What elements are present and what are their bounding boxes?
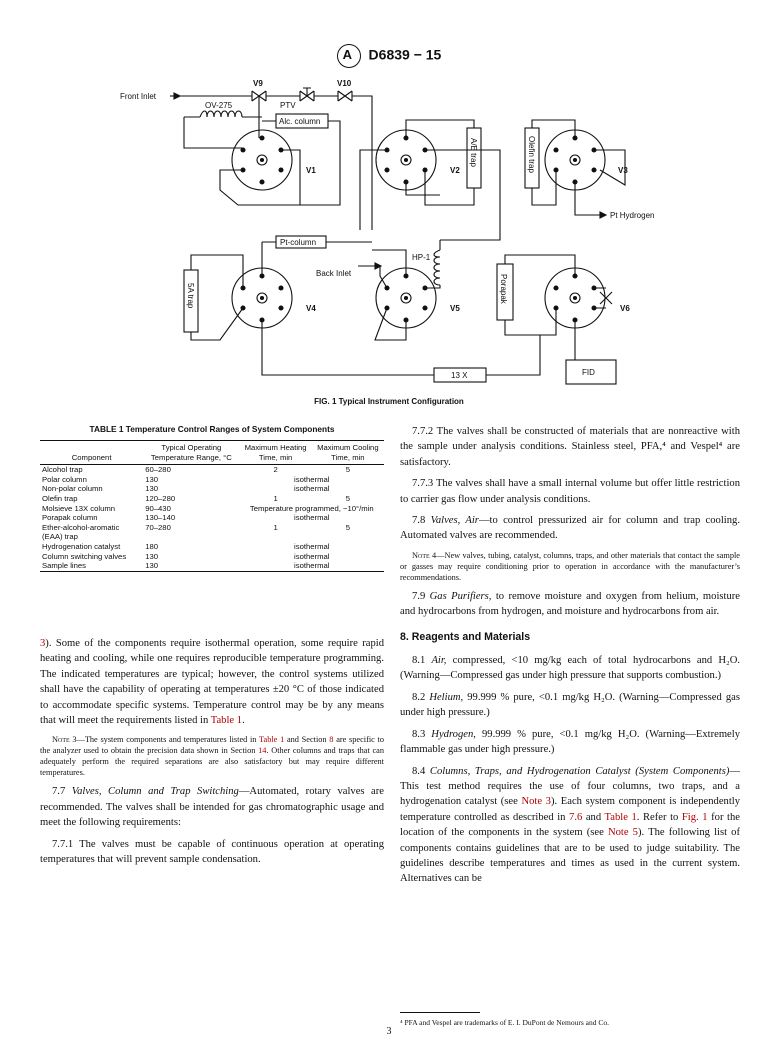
table-cell: 130 bbox=[145, 561, 159, 571]
valve-v4 bbox=[232, 268, 292, 328]
paragraph-text: ). Each system component is independently temperature controlled as described in bbox=[400, 796, 740, 823]
label-v6: V6 bbox=[620, 304, 630, 313]
table-body bbox=[40, 465, 384, 572]
instrument-configuration-figure bbox=[0, 0, 778, 400]
section-title: Helium, bbox=[429, 691, 464, 703]
table-cell: isothermal bbox=[294, 551, 330, 561]
label-pt-hydrogen: Pt Hydrogen bbox=[610, 211, 655, 220]
table-row bbox=[40, 552, 384, 562]
table-header: Maximum Cooling Time, min bbox=[317, 443, 379, 462]
table-cell: 1 bbox=[273, 522, 278, 532]
section-number: 8.2 bbox=[412, 691, 426, 703]
table-cell: isothermal bbox=[294, 474, 330, 484]
table-row bbox=[40, 523, 384, 542]
table-header: Maximum Heating Time, min bbox=[244, 443, 307, 462]
ref-link[interactable]: 14 bbox=[258, 746, 267, 756]
designation: D6839 − 15 bbox=[368, 46, 442, 63]
label-fid: FID bbox=[582, 368, 595, 377]
section-number: 7.8 bbox=[412, 515, 426, 527]
table-cell: 130–140 bbox=[145, 513, 176, 523]
section-title: Valves, Air bbox=[430, 515, 479, 527]
table-header: Component bbox=[71, 452, 112, 462]
label-pt-column: Pt-column bbox=[280, 238, 317, 247]
paragraph-text: ). Some of the components require isothermal operation, some require rapid heating and cooling, while one requires reproducible temperature programming. The indicated temperatures are typical; however, the control systems utilized shall have the capability of operating at temperatures ±20 °C of those indicated to accommodate specific systems. Temperature control may be by any means that will meet the requirements listed in bbox=[40, 638, 384, 727]
table-cell: 90–430 bbox=[145, 503, 171, 513]
table-cell: isothermal bbox=[294, 513, 330, 523]
table-cell: Alcohol trap bbox=[42, 465, 83, 475]
ref-link[interactable]: Table 1 bbox=[210, 715, 243, 727]
valve-v10 bbox=[338, 91, 352, 101]
paragraph-7-9 bbox=[400, 589, 740, 620]
ref-link[interactable]: 3 bbox=[40, 638, 46, 649]
paragraph-text: for the location of the components in the system (see bbox=[400, 811, 741, 839]
label-13x: 13 X bbox=[451, 371, 468, 380]
table-cell: isothermal bbox=[294, 541, 330, 551]
section-title: Valves, Column and Trap Switching bbox=[71, 786, 239, 798]
note-4 bbox=[400, 550, 740, 583]
paragraph-text: and bbox=[585, 811, 602, 823]
table-cell: Olefin trap bbox=[42, 493, 78, 503]
section-number: 8.1 bbox=[412, 655, 426, 667]
valve-v5 bbox=[376, 268, 436, 328]
table-cell: Ether-alcohol-aromatic (EAA) trap bbox=[42, 522, 120, 542]
paragraph-8-3 bbox=[400, 727, 740, 758]
paragraph-text: to remove moisture and oxygen from helium, moisture and hydrocarbons from hydrogen, and moisture and hydrocarbons from air. bbox=[400, 590, 740, 618]
table-row bbox=[40, 475, 384, 485]
paragraph-text: —This test method requires the use of four columns, two traps, and a hydrogenation catalyst (see bbox=[400, 765, 740, 808]
table-cell: Molsieve 13X column bbox=[42, 503, 116, 513]
note-text: —The system components and temperatures listed in bbox=[76, 735, 257, 745]
table-cell: isothermal bbox=[294, 484, 330, 494]
table-row bbox=[40, 513, 384, 523]
table-cell: Sample lines bbox=[42, 561, 87, 571]
table-cell: 5 bbox=[345, 465, 350, 475]
paragraph-text: . Refer to bbox=[636, 811, 679, 823]
section-title: Hydrogen, bbox=[431, 728, 476, 740]
ref-link[interactable]: 8 bbox=[329, 735, 334, 745]
label-back-inlet: Back Inlet bbox=[316, 269, 352, 278]
temperature-table bbox=[40, 440, 384, 572]
note-label: Note 3 bbox=[52, 735, 77, 745]
valve-v3 bbox=[545, 130, 605, 190]
section-title: Gas Purifiers, bbox=[429, 590, 492, 602]
ref-link[interactable]: Note 3 bbox=[521, 796, 551, 808]
note-label: Note 4 bbox=[412, 550, 437, 560]
ref-link[interactable]: Table 1 bbox=[604, 811, 637, 823]
label-v4: V4 bbox=[306, 304, 316, 313]
label-v5: V5 bbox=[450, 304, 460, 313]
paragraph-8-2 bbox=[400, 690, 740, 721]
valve-v1 bbox=[232, 130, 292, 190]
paragraph-text: —to control pressurized air for column and trap cooling. Automated valves are recommended. bbox=[400, 515, 740, 542]
page-number: 3 bbox=[386, 1026, 392, 1037]
paragraph-7-6-cont bbox=[40, 636, 384, 728]
table-cell: 130 bbox=[145, 551, 159, 561]
ref-link[interactable]: Table 1 bbox=[259, 735, 285, 745]
label-ov275: OV-275 bbox=[205, 101, 233, 110]
table-cell: 5 bbox=[345, 493, 350, 503]
label-v3: V3 bbox=[618, 166, 628, 175]
note-text: are specific to the analyzer used to obtain the precision data shown in Section bbox=[40, 735, 385, 756]
section-title: Air, bbox=[431, 655, 447, 667]
table-cell: 120–280 bbox=[145, 493, 176, 503]
ref-link[interactable]: 7.6 bbox=[569, 811, 583, 823]
label-v1: V1 bbox=[306, 166, 316, 175]
section-number: 8.4 bbox=[412, 765, 426, 777]
ref-link[interactable]: Fig. 1 bbox=[681, 811, 708, 823]
paragraph-text: compressed, <10 mg/kg each of total hydrocarbons and H₂O. (Warning—Compressed gas under high pressure that supports combustion.) bbox=[400, 655, 740, 682]
table-cell: Temperature programmed, −10°/min bbox=[249, 503, 374, 513]
table-row bbox=[40, 561, 384, 571]
paragraph-8-4 bbox=[400, 764, 740, 887]
table-row bbox=[40, 504, 384, 514]
note-3 bbox=[40, 734, 384, 778]
table-cell: Column switching valves bbox=[42, 551, 127, 561]
note-text: . Other columns and traps that can adequately perform the required separations are also satisfactory but may require different temperatures. bbox=[40, 746, 385, 778]
ptv-valve bbox=[300, 88, 314, 101]
table-cell: isothermal bbox=[294, 561, 330, 571]
table-cell: 70–280 bbox=[145, 522, 171, 532]
section-number: 7.7 bbox=[52, 786, 66, 798]
paragraph-7-7-1: 7.7.1 The valves must be capable of continuous operation at operating temperatures that will prevent sample condensation. bbox=[40, 838, 384, 866]
label-ptv: PTV bbox=[280, 101, 296, 110]
valve-v6 bbox=[545, 268, 605, 328]
section-title: Columns, Traps, and Hydrogenation Catalyst (System Components) bbox=[429, 765, 730, 777]
paragraph-text: 99.999 % pure, <0.1 mg/kg H₂O. (Warning—Extremely flammable gas under high pressure.) bbox=[400, 728, 741, 756]
paragraph-7-7-2: 7.7.2 The valves shall be constructed of materials that are nonreactive with the sample under analysis conditions. Stainless steel, PFA,⁴ and Vespel⁴ are satisfactory. bbox=[400, 426, 740, 468]
paragraph-text: —Automated, rotary valves are recommended. The valves shall be intended for gas chromatographic usage and meet the following requirements: bbox=[40, 786, 384, 829]
label-v2: V2 bbox=[450, 166, 460, 175]
label-front-inlet: Front Inlet bbox=[120, 92, 157, 101]
table-cell: Non-polar column bbox=[42, 484, 103, 494]
label-v9: V9 bbox=[253, 79, 263, 88]
section-number: 7.9 bbox=[412, 590, 426, 602]
label-olefin-trap: Olefin trap bbox=[527, 136, 536, 173]
table-cell: 2 bbox=[273, 465, 278, 475]
table-cell: 60–280 bbox=[145, 465, 171, 475]
section-number: 8.3 bbox=[412, 728, 426, 740]
table-header: Typical Operating Temperature Range, °C bbox=[150, 443, 232, 462]
table-cell: Polar column bbox=[42, 474, 87, 484]
table-row bbox=[40, 542, 384, 552]
label-hp1: HP-1 bbox=[412, 253, 431, 262]
label-alc-column: Alc. column bbox=[279, 117, 321, 126]
table-cell: Hydrogenation catalyst bbox=[42, 541, 121, 551]
paragraph-text: . bbox=[242, 715, 245, 727]
right-column bbox=[400, 424, 740, 893]
paragraph-text: 99.999 % pure, <0.1 mg/kg H₂O. (Warning—Compressed gas under high pressure.) bbox=[400, 691, 740, 719]
paragraph-7-8 bbox=[400, 513, 740, 544]
table1-title: TABLE 1 Temperature Control Ranges of System Components bbox=[89, 424, 335, 434]
paragraph-7-7 bbox=[40, 784, 384, 830]
note-text: —New valves, tubing, catalyst, columns, traps, and other materials that contact the sample or gasses may require conditioning prior to operation in accordance with the manufacturer’s recommendations. bbox=[400, 550, 740, 582]
table-row bbox=[40, 465, 384, 475]
left-column bbox=[40, 636, 384, 873]
valve-v2 bbox=[376, 130, 436, 190]
section-heading-8: 8. Reagents and Materials bbox=[400, 630, 531, 643]
table-cell: Porapak column bbox=[42, 513, 98, 523]
label-ae-trap: A/E trap bbox=[469, 138, 478, 167]
footnote: ⁴ PFA and Vespel are trademarks of E. I. DuPont de Nemours and Co. bbox=[400, 1018, 609, 1027]
table-cell: 130 bbox=[145, 484, 159, 494]
table-cell: 180 bbox=[145, 541, 159, 551]
ref-link[interactable]: Note 5 bbox=[607, 827, 638, 839]
figure-caption: FIG. 1 Typical Instrument Configuration bbox=[314, 397, 464, 406]
paragraph-8-1 bbox=[400, 653, 740, 684]
label-v10: V10 bbox=[337, 79, 352, 88]
paragraph-7-7-3: 7.7.3 The valves shall have a small internal volume but offer little restriction to carrier gas flow under analysis conditions. bbox=[400, 478, 740, 505]
label-5a-trap: 5A trap bbox=[186, 283, 195, 309]
table-cell: 130 bbox=[145, 474, 159, 484]
paragraph-text: ). The following list of components contains guidelines that are to be used to judge suitability. The guidelines describe temperatures and times as used in the current system. Alternatives can be bbox=[400, 827, 740, 885]
table-row bbox=[40, 494, 384, 504]
table-cell: 1 bbox=[273, 493, 278, 503]
table-row bbox=[40, 484, 384, 494]
label-porapak: Porapak bbox=[499, 274, 508, 304]
note-text: and Section bbox=[286, 735, 327, 745]
footnote-rule bbox=[400, 1012, 480, 1013]
table-cell: 5 bbox=[345, 522, 350, 532]
